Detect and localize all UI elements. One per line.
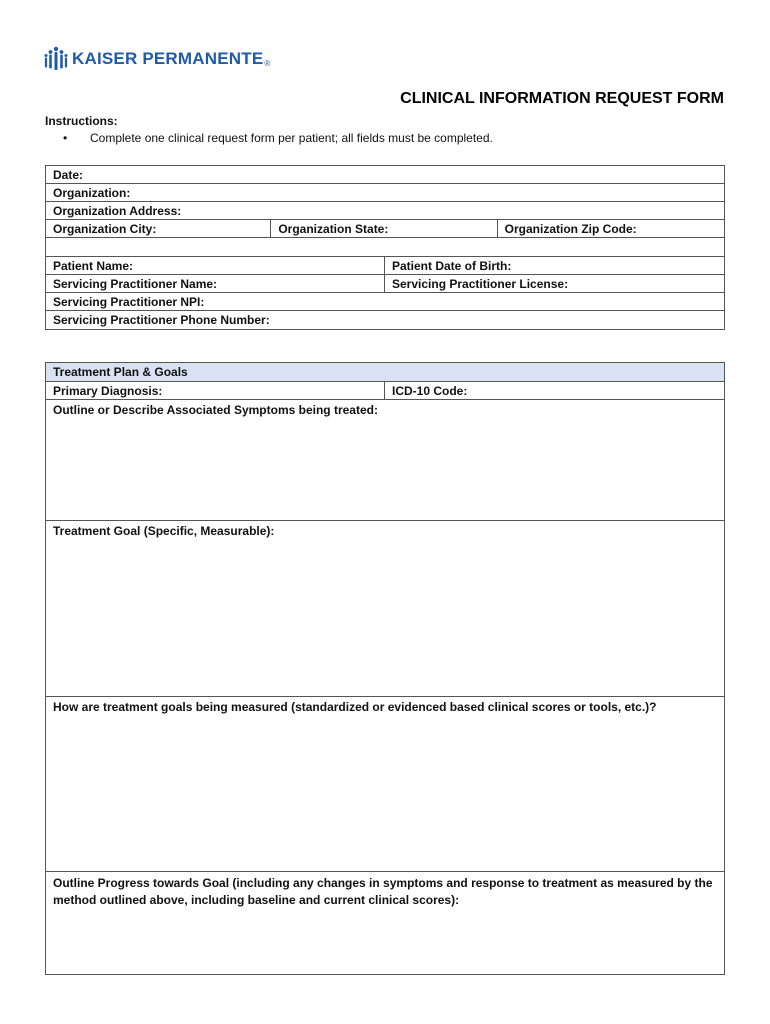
practitioner-npi-field[interactable]: Servicing Practitioner NPI: — [53, 295, 205, 309]
practitioner-name-field[interactable]: Servicing Practitioner Name: — [53, 277, 218, 291]
kaiser-permanente-logo — [44, 44, 270, 74]
practitioner-row — [46, 275, 724, 293]
instruction-item — [63, 131, 493, 145]
diagnosis-row — [46, 382, 724, 400]
date-row — [46, 166, 724, 184]
treatment-header-row — [46, 363, 724, 382]
patient-name-field[interactable]: Patient Name: — [53, 259, 134, 273]
organization-row — [46, 184, 724, 202]
kaiser-people-logo-icon — [44, 46, 68, 72]
form-title: CLINICAL INFORMATION REQUEST FORM — [400, 90, 724, 107]
practitioner-license-field[interactable]: Servicing Practitioner License: — [384, 275, 724, 292]
instruction-text: Complete one clinical request form per patient; all fields must be completed. — [90, 131, 493, 145]
organization-info-table — [45, 165, 725, 330]
phone-row — [46, 311, 724, 329]
empty-cell — [46, 238, 724, 256]
address-row — [46, 202, 724, 220]
organization-state-field[interactable]: Organization State: — [270, 220, 496, 237]
practitioner-phone-field[interactable]: Servicing Practitioner Phone Number: — [53, 313, 270, 327]
patient-row — [46, 257, 724, 275]
npi-row — [46, 293, 724, 311]
date-field[interactable]: Date: — [53, 168, 84, 182]
organization-city-field[interactable]: Organization City: — [53, 222, 157, 236]
progress-row — [46, 872, 724, 974]
symptoms-row — [46, 400, 724, 521]
bullet-icon: • — [63, 131, 68, 145]
symptoms-field[interactable]: Outline or Describe Associated Symptoms being treated: — [53, 403, 378, 417]
instructions-heading: Instructions: — [45, 114, 118, 128]
icd10-code-field[interactable]: ICD-10 Code: — [384, 382, 724, 399]
goal-measurement-field[interactable]: How are treatment goals being measured (standardized or evidenced based clinical scores or tools, etc.)? — [53, 700, 657, 714]
measurement-row — [46, 697, 724, 872]
treatment-section-header: Treatment Plan & Goals — [53, 365, 188, 379]
goal-row — [46, 521, 724, 697]
treatment-plan-table — [45, 362, 725, 975]
city-state-zip-row — [46, 220, 724, 238]
logo-brand-text: KAISER PERMANENTE — [72, 49, 264, 68]
organization-address-field[interactable]: Organization Address: — [53, 204, 182, 218]
spacer-row — [46, 238, 724, 257]
logo-registered-mark: ® — [264, 58, 271, 68]
goal-progress-field[interactable]: Outline Progress towards Goal (including any changes in symptoms and response to treatment as measured by the method outlined above, including baseline and current clinical scores): — [53, 876, 713, 907]
organization-field[interactable]: Organization: — [53, 186, 131, 200]
organization-zip-field[interactable]: Organization Zip Code: — [497, 220, 724, 237]
patient-dob-field[interactable]: Patient Date of Birth: — [384, 257, 724, 274]
treatment-goal-field[interactable]: Treatment Goal (Specific, Measurable): — [53, 524, 275, 538]
primary-diagnosis-field[interactable]: Primary Diagnosis: — [53, 384, 163, 398]
